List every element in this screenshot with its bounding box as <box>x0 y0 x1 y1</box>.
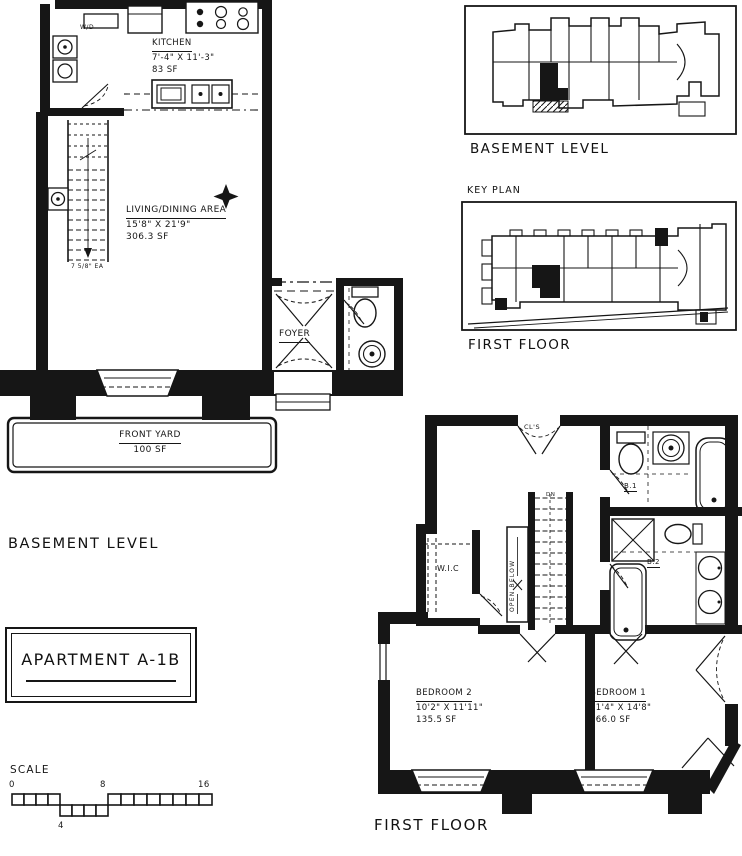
open-below-label: OPEN BELOW <box>509 559 516 612</box>
bedroom2-area: 135.5 SF <box>416 715 457 725</box>
scale-bar-drawing <box>5 792 225 824</box>
kitchen-counter-sink-icon <box>124 80 262 110</box>
laundry-door-swing <box>82 84 108 108</box>
basement-stairs-icon <box>68 120 108 262</box>
key-plan-first-floor-border <box>462 202 736 330</box>
title-block-inner-border <box>11 633 191 697</box>
key-plan-first-floor-caption: FIRST FLOOR <box>468 337 572 353</box>
wic-label: W.I.C <box>437 564 460 573</box>
key-plan-first-floor-building <box>468 224 728 328</box>
key-plan-basement-drawing <box>463 4 738 137</box>
key-plan-first-floor-drawing <box>460 198 738 333</box>
bath1-label: B.1 <box>624 482 637 490</box>
kitchen-dims: 7'-4" X 11'-3" <box>152 52 215 63</box>
front-yard-name: FRONT YARD <box>119 429 181 444</box>
bedroom1-label <box>590 687 651 727</box>
bathroom1-fixtures <box>610 426 732 514</box>
living-dining-area: 306.3 SF <box>126 232 169 242</box>
scale-label: SCALE <box>10 764 50 776</box>
foyer-name: FOYER <box>279 328 310 343</box>
bedroom2-label <box>416 687 483 727</box>
scale-bar-boxes <box>12 794 212 816</box>
basement-level-caption: BASEMENT LEVEL <box>8 536 160 552</box>
apartment-title: APARTMENT A-1B <box>21 650 181 669</box>
living-dining-label <box>126 204 226 244</box>
key-plan-heading: KEY PLAN <box>467 185 521 196</box>
first-floor-caption: FIRST FLOOR <box>374 816 490 834</box>
scale-tick-8: 8 <box>100 780 106 790</box>
bathroom2-fixtures <box>606 519 725 640</box>
bedroom1-area: 166.0 SF <box>590 715 631 725</box>
foyer-label <box>279 328 310 343</box>
front-yard-label <box>70 429 230 456</box>
bath2-label: B.2 <box>647 558 660 566</box>
wic-closet-rod <box>424 538 502 616</box>
foyer-opening-line <box>274 282 336 291</box>
key-plan-basement-building <box>493 18 719 116</box>
bedroom1-dims: 11'4" X 14'8" <box>590 702 652 713</box>
scale-tick-4: 4 <box>58 821 64 831</box>
first-floor-plan-drawing <box>370 412 742 816</box>
scale-tick-16: 16 <box>198 780 210 790</box>
refrigerator-icon <box>128 6 162 33</box>
bedroom2-name: BEDROOM 2 <box>416 687 472 702</box>
stove-icon <box>186 2 258 33</box>
washer-dryer-label: W/D <box>80 24 95 31</box>
key-plan-first-floor-unit-highlight <box>495 228 708 322</box>
kitchen-label <box>152 37 215 77</box>
scale-tick-0: 0 <box>9 780 15 790</box>
bedroom2-side-window <box>378 644 390 680</box>
living-dining-dims: 15'8" X 21'9" <box>126 219 191 230</box>
stair-down-label: DN <box>546 492 556 498</box>
title-block <box>5 627 197 703</box>
stair-riser-note: 7 5/8" EA <box>71 263 104 270</box>
bedroom2-dims: 10'2" X 11'11" <box>416 702 484 713</box>
water-heater-icon <box>48 188 68 210</box>
key-plan-basement-caption: BASEMENT LEVEL <box>470 141 610 157</box>
front-yard-area: 100 SF <box>133 444 167 455</box>
kitchen-area: 83 SF <box>152 65 178 75</box>
key-plan-basement-border <box>465 6 736 134</box>
closets-label: CL'S <box>524 423 541 431</box>
key-plan-basement-yard-hatch <box>533 101 568 112</box>
first-floor-stairs-icon <box>535 494 566 626</box>
first-floor-walls <box>378 415 742 814</box>
key-plan-basement-unit-highlight <box>540 63 568 100</box>
basement-bathroom-fixtures <box>344 287 385 376</box>
living-dining-name: LIVING/DINING AREA <box>126 204 226 219</box>
kitchen-name: KITCHEN <box>152 37 192 52</box>
bedroom1-name: BEDROOM 1 <box>590 687 646 702</box>
title-underline <box>26 680 176 682</box>
